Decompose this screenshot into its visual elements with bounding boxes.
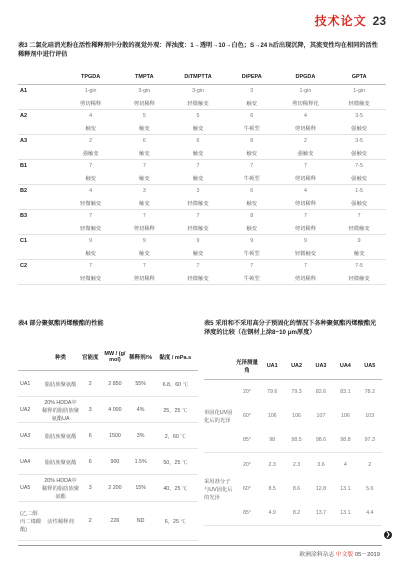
row-id: UA3 [20,432,31,439]
page-number: 23 [372,14,386,28]
cell-value: 7 [357,213,361,219]
cell-note: 触变 [246,201,258,207]
mw-cell: 2 850 [108,380,122,387]
gloss-value: 79.3 [291,389,302,395]
cell-value: 6 [142,138,146,144]
cell-note: 触变 [139,251,150,257]
cell-value: 4 [89,188,93,194]
cell-value: 3-5 [355,113,363,119]
table-row [18,85,386,110]
gloss-value: 106 [292,413,301,419]
viscosity-cell: 6.8，60 ℃ [162,381,188,388]
cell-value: 9 [250,238,254,244]
cell-value: 7 [303,213,307,219]
footer [299,549,380,558]
angle-cell: 60° [242,486,251,492]
cell-value: 7 [303,263,307,269]
angle-cell: 20° [242,462,251,468]
cell-note: 牛顿型 [243,126,260,132]
cell-value: 7 [142,213,146,219]
table-row [234,453,382,477]
cell-note: 轻微触变 [348,276,370,282]
row-id: UA1 [20,380,31,387]
cell-note: 触变 [85,126,96,132]
gloss-value: 4.9 [268,510,276,516]
row-label: A3 [20,138,28,144]
cell-value: 1-gin [353,88,366,94]
row-label: C1 [20,238,28,244]
gloss-value: 12.8 [315,486,327,492]
group-label: 采用准分子与UV固化后的光泽 [204,479,233,501]
gloss-value: 4 [343,462,347,468]
note-line [18,172,386,184]
gloss-value: 83.1 [340,389,351,395]
mw-cell: 1500 [109,432,121,439]
cell-value: 7 [89,263,93,269]
column-header: TMPTA [135,74,154,80]
table-row [18,260,386,285]
cell-note: 触变 [85,176,96,182]
row-id: (乙二醇丙二烯酸酯) [20,511,42,533]
functionality-cell: 6 [88,458,92,465]
gloss-value: 107 [316,413,326,419]
cell-note: 强触变 [351,201,368,207]
table3-header [18,70,386,85]
table5-header [204,353,382,380]
cell-note: 强触变 [297,151,314,157]
cell-note: 剪切稀释 [294,126,317,132]
cell-value: 4 [303,188,307,194]
cell-note: 触变 [246,226,258,232]
gloss-value: 98 [269,437,276,443]
row-id: UA5 [20,485,31,491]
cell-value: 6 [196,138,200,144]
viscosity-cell: 25，25 ℃ [163,407,188,414]
row-id: UA4 [20,458,31,465]
cell-note: 触变 [139,126,150,132]
kind-cell: 活性稀释剂 [47,519,74,525]
column-header: 光泽测量角 [235,360,258,374]
note-line [18,197,386,209]
gloss-value: 79.6 [267,389,278,395]
viscosity-cell: 40，25 ℃ [163,486,188,492]
gloss-value: 2.3 [292,462,301,468]
row-label: B1 [20,163,28,169]
footer-issue: 05－2019 [354,552,380,558]
cell-value: 5 [196,113,200,119]
note-line [18,272,386,284]
gloss-value: 98.5 [291,437,302,443]
cell-value: 1-5 [355,188,363,194]
cell-note: 强触变 [351,176,368,182]
table-row [234,404,382,428]
cell-value: 9 [142,238,146,244]
table-row [18,423,198,449]
cell-note: 触变 [192,251,204,257]
table3 [18,70,386,285]
column-header: UA4 [339,363,351,369]
cell-note: 牛顿型 [243,276,260,282]
mw-cell: 4 000 [108,406,122,413]
cell-note: 剪切稀释 [133,276,155,282]
column-header: DiPEPA [241,74,262,80]
cell-note: 剪切稀释 [80,101,102,107]
cell-note: 剪切稀释 [294,176,317,182]
table5 [204,353,382,526]
note-line [18,147,386,159]
section-title: 技术论文 [314,14,367,28]
table-row [18,502,198,541]
table-row [18,449,198,475]
column-header: UA2 [291,363,303,369]
cell-value: 7 [142,163,146,169]
table-row [234,428,382,452]
gloss-value: 8.2 [292,510,301,516]
value-line [18,185,386,197]
viscosity-cell: 2，60 ℃ [164,433,186,440]
functionality-cell: 3 [88,406,92,413]
page-header [315,12,386,29]
cell-value: 9 [303,238,307,244]
gloss-value: 82.6 [315,389,327,395]
functionality-cell: 6 [88,432,92,439]
cell-value: 9 [196,238,200,244]
table-row [18,371,198,397]
viscosity-cell: 50，25 ℃ [163,459,188,466]
column-header: 官能度 [81,355,99,361]
column-header: UA1 [266,363,278,369]
row-id: UA2 [20,406,31,413]
table-row [18,185,386,210]
cell-value: 3 [250,88,254,94]
cell-note: 剪切稀释 [294,276,317,282]
footer-rule [18,545,382,546]
functionality-cell: 3 [88,485,92,491]
diluent-cell: 1.5% [134,458,147,465]
note-line [18,222,386,234]
gloss-value: 8.6 [292,486,301,492]
cell-note: 触变 [246,151,258,157]
mw-cell: 226 [110,518,120,524]
cell-value: 9 [357,238,361,244]
cell-note: 轻微触变 [80,226,102,232]
gloss-value: 3.6 [317,462,325,468]
kind-cell: 脂肪族聚氨酯 [44,433,77,440]
gloss-value: 4.4 [366,510,374,516]
gloss-value: 106 [267,413,277,419]
table3-caption: 表3 二氯化硅消光粉在活性稀释剂中分散的视觉外观：浑浊度：1→透明→10→白色；S→24 h后出现沉降，其流变性均在相同的活性稀释剂中进行评估 [18,42,378,58]
value-line [18,210,386,222]
column-header: DiTMPTTA [184,74,212,80]
cell-value: 7 [89,213,93,219]
cell-note: 剪切稀释 [133,101,155,107]
table-row [234,380,382,404]
column-header: UA5 [364,363,376,369]
cell-value: 8 [250,213,254,219]
cell-value: 2 [303,138,307,144]
mw-cell: 2 200 [108,485,122,491]
note-line [18,247,386,259]
cell-value: 8 [250,138,254,144]
value-line [18,135,386,147]
footer-edition: 中文版 [335,552,354,558]
gloss-value: 97.3 [364,437,375,443]
cell-value: 4 [303,113,307,119]
cell-note: 轻微触变 [348,226,370,232]
cell-note: 强触变 [351,151,368,157]
diluent-cell: 55% [135,380,146,387]
diluent-cell: 4% [136,406,145,413]
column-header: 黏度 / mPa.s [159,355,192,361]
cell-note: 触变 [139,176,150,182]
cell-note: 触变 [353,251,365,257]
cell-value: 1-gin [299,88,312,94]
cell-value: 9 [89,238,93,244]
gloss-value: 8.5 [268,486,276,492]
cell-note: 轻微触变 [187,276,209,282]
cell-value: 1-gin [84,88,97,94]
gloss-value: 13.1 [340,486,351,492]
cell-value: 3 [142,188,146,194]
gloss-value: 78.2 [364,389,375,395]
cell-note: 触变 [246,101,258,107]
cell-value: 7 [89,163,93,169]
diluent-cell: 3% [136,432,145,439]
cell-value: 5 [142,113,146,119]
cell-value: 3-5 [355,138,363,144]
cell-note: 轻微触变 [80,201,102,207]
column-header: UA3 [315,363,327,369]
cell-value: 7-5 [355,163,363,169]
cell-value: 7 [142,263,146,269]
column-header: GPTA [351,74,367,80]
row-label: A2 [20,113,28,119]
cell-note: 剪切稀释化 [292,101,319,107]
gloss-value: 2 [368,462,372,468]
cell-note: 剪切稀释 [294,201,317,207]
note-line [18,122,386,134]
cell-note: 轻微触变 [80,276,102,282]
cell-value: 3-gin [138,88,151,94]
functionality-cell: 2 [88,518,92,524]
cell-note: 触变 [192,176,204,182]
gloss-value: 5.6 [366,486,374,492]
cell-note: 触变 [192,126,204,132]
cell-note: 轻微触变 [187,101,209,107]
cell-value: 7 [196,263,200,269]
cell-note: 触变 [85,251,96,257]
row-label: C2 [20,263,28,269]
kind-cell: 脂肪族聚氨酯 [44,381,77,388]
column-header: TPGDA [80,74,101,80]
cell-value: 3-gin [192,88,204,94]
row-label: B3 [20,213,28,219]
table-row [18,210,386,235]
gloss-value: 13.1 [340,510,351,516]
column-header: MW / (g/ mol) [104,351,126,363]
diluent-cell: 15% [135,485,146,491]
row-label: A1 [20,88,28,94]
value-line [18,160,386,172]
cell-note: 剪切稀释 [133,226,155,232]
table-row [18,397,198,423]
cell-note: 剪切稀释 [294,226,317,232]
table5-caption: 表5 采用和不采用高分子预固化的情况下各种聚氨酯丙烯酸酯光泽度的比较（在钢材上涂8~10 μm厚度） [204,320,377,336]
cell-note: 触变 [139,201,150,207]
cell-note: 强触变 [82,151,99,157]
gloss-value: 98.8 [340,437,351,443]
cell-value: 7 [250,263,254,269]
table4-header [18,344,198,371]
cell-value: 7 [303,163,307,169]
table-row [234,501,382,525]
angle-cell: 85° [242,437,251,443]
table-row [18,110,386,135]
gloss-value: 13.7 [315,510,327,516]
value-line [18,85,386,97]
column-header: DPGDA [295,74,316,80]
cell-note: 触变 [139,151,150,157]
cell-value: 4 [89,113,93,119]
column-header: 种类 [55,355,67,361]
row-group [204,453,382,526]
cell-note: 轻微触变 [187,201,209,207]
cell-value: 6 [250,113,254,119]
value-line [18,110,386,122]
table4-caption: 表4 部分聚氨酯丙烯酸酯的性能 [18,320,104,327]
cell-note: 强触变 [351,126,368,132]
continue-arrow-icon: ❯ [385,532,391,538]
cell-value: 7 [196,163,200,169]
gloss-value: 98.6 [315,437,327,443]
kind-cell: 20% HDDA中稀释的脂肪族聚氨酯UA [41,399,80,422]
cell-value: 7 [250,163,254,169]
cell-note: 牛顿型 [243,251,260,257]
note-line [18,97,386,109]
cell-value: 2 [89,138,93,144]
cell-note: 轻微触变 [294,251,317,257]
angle-cell: 60° [242,413,251,419]
table-row [18,160,386,185]
kind-cell: 脂肪族聚氨酯 [44,459,77,466]
viscosity-cell: 6，25 ℃ [164,519,186,525]
cell-value: 6 [250,188,254,194]
diluent-cell: ND [136,518,145,524]
table-row [18,235,386,260]
row-group [204,380,382,453]
row-label: B2 [20,188,28,194]
table-row [18,475,198,502]
group-label: 单固化UV固化后的光泽 [204,410,233,424]
cell-value: 7 [196,213,200,219]
cell-value: 7-5 [355,263,363,269]
cell-note: 轻微触变 [187,226,209,232]
cell-value: 3 [196,188,200,194]
table-row [18,135,386,160]
mw-cell: 900 [110,458,120,465]
column-header: 稀释剂/% [129,355,153,361]
kind-cell: 20% HDDA中稀释的脂肪族聚氨酯 [41,478,80,500]
functionality-cell: 2 [88,380,92,387]
angle-cell: 20° [242,389,251,395]
table4 [18,344,198,541]
gloss-value: 106 [340,413,350,419]
footer-magazine: 欧洲涂料杂志 [299,552,335,558]
gloss-value: 2.3 [268,462,276,468]
value-line [18,260,386,272]
gloss-value: 103 [365,413,375,419]
value-line [18,235,386,247]
cell-note: 牛顿型 [243,176,260,182]
cell-note: 轻微触变 [348,101,370,107]
angle-cell: 85° [242,510,251,516]
table-row [234,477,382,501]
cell-note: 触变 [192,151,204,157]
